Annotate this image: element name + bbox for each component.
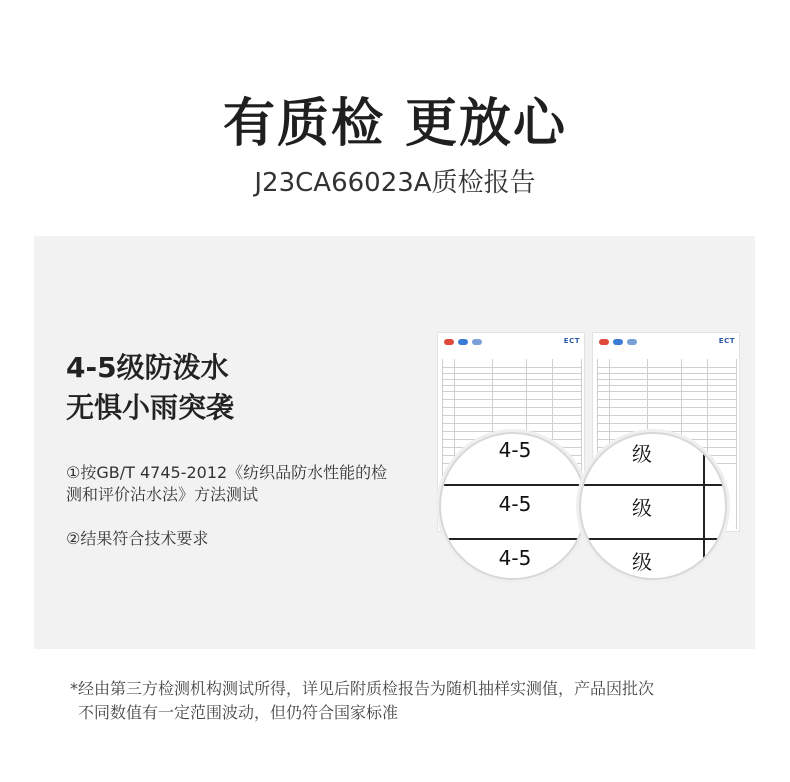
magnifier-grade-value <box>439 432 587 580</box>
ilac-logo-icon <box>472 339 482 345</box>
ilac-logo-icon <box>627 339 637 345</box>
ect-brand-logo: ECT <box>718 337 735 345</box>
footnote-line1: *经由第三方检测机构测试所得，详见后附质检报告为随机抽样实测值，产品因批次 <box>70 679 655 698</box>
cma-logo-icon <box>444 339 454 345</box>
result-note: ②结果符合技术要求 <box>66 529 209 548</box>
page-title: 有质检 更放心 <box>222 94 568 154</box>
magnified-grade-2: 4-5 <box>498 492 532 516</box>
ect-brand-logo: ECT <box>563 337 580 345</box>
magnified-grade-3: 4-5 <box>498 546 532 570</box>
test-standard-note: ①按GB/T 4745-2012《纺织品防水性能的检测和评价沾水法》方法测试 <box>66 463 388 504</box>
footnote-line2: 不同数值有一定范围波动，但仍符合国家标准 <box>78 703 399 722</box>
magnifier-grade-unit <box>579 432 727 580</box>
magnified-unit-2: 级 <box>632 496 652 520</box>
report-header-logos <box>444 337 580 347</box>
report-images <box>437 332 747 592</box>
report-number-subtitle: J23CA66023A质检报告 <box>254 168 536 198</box>
feature-title <box>66 348 234 428</box>
cnas-logo-icon <box>458 339 468 345</box>
magnified-unit-3: 级 <box>632 550 652 574</box>
cnas-logo-icon <box>613 339 623 345</box>
cma-logo-icon <box>599 339 609 345</box>
feature-title-line1: 4-5级防泼水 <box>66 351 229 384</box>
magnified-grade-1: 4-5 <box>498 438 532 462</box>
feature-panel <box>34 236 755 649</box>
feature-title-line2: 无惧小雨突袭 <box>66 391 235 424</box>
magnified-unit-1: 级 <box>632 442 652 466</box>
footnote <box>70 677 770 725</box>
report-header-logos <box>599 337 735 347</box>
